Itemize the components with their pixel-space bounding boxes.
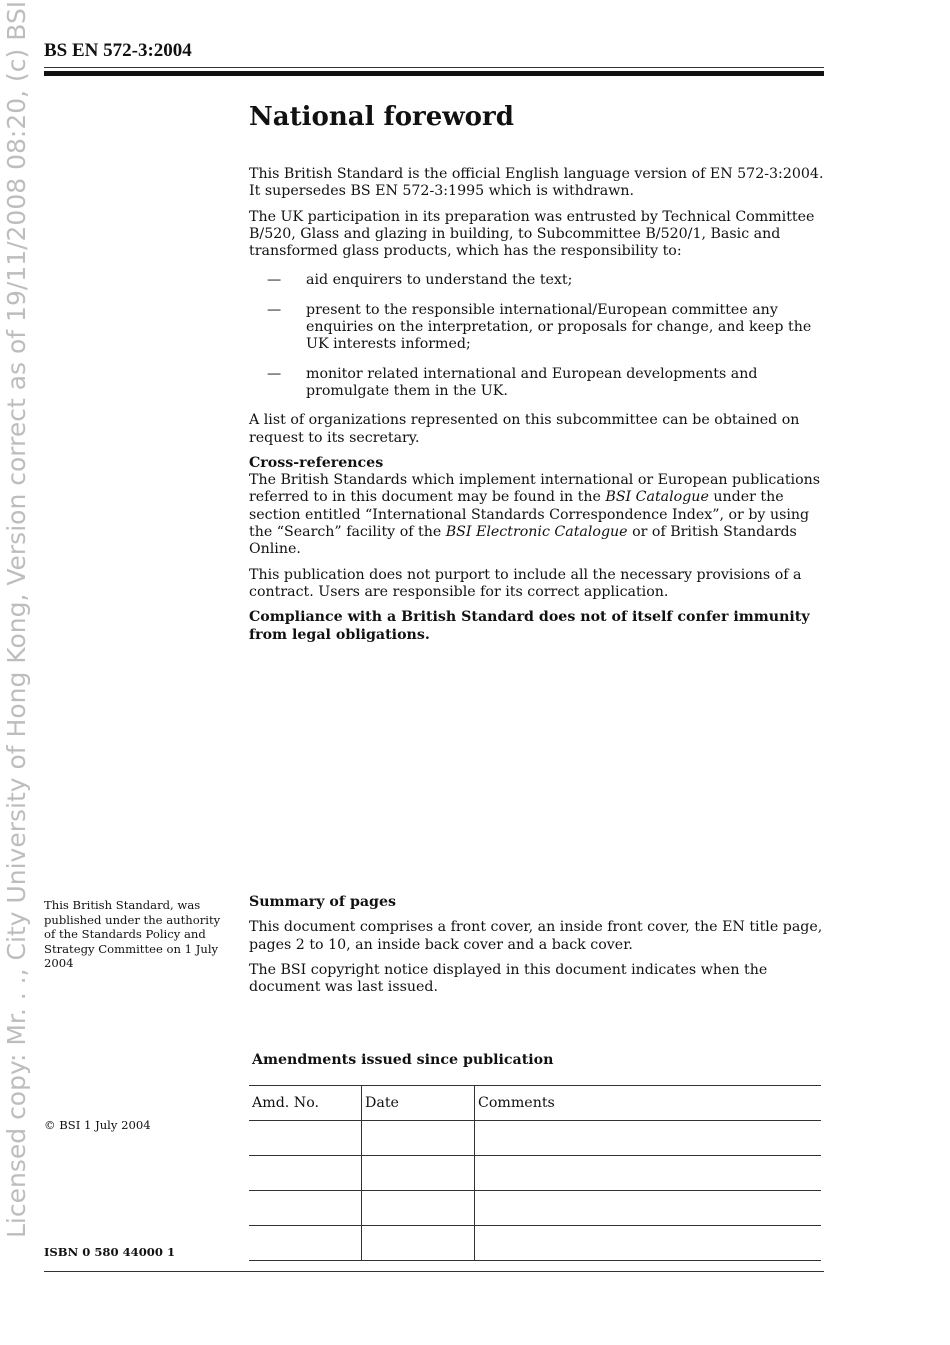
crossref-text-1: The British Standards which implement international or European publications referred to in this document may be found in the bbox=[249, 472, 821, 506]
list-item-text: aid enquirers to understand the text; bbox=[306, 272, 573, 289]
table-cell bbox=[362, 1191, 475, 1226]
cross-references-paragraph bbox=[249, 472, 824, 558]
compliance-paragraph: Compliance with a British Standard does not of itself confer immunity from legal obligations. bbox=[249, 609, 810, 643]
amendments-title: Amendments issued since publication bbox=[252, 1052, 554, 1068]
table-cell bbox=[475, 1156, 822, 1191]
table-cell bbox=[249, 1121, 362, 1156]
summary-paragraph: This document comprises a front cover, an inside front cover, the EN title page, pages 2 to 10, an inside back cover and a back cover. bbox=[249, 919, 823, 953]
document-id: BS EN 572-3:2004 bbox=[44, 40, 192, 61]
header-rule-thick bbox=[44, 71, 824, 76]
license-watermark: Licensed copy: Mr. . ., City University of Hong Kong, Version correct as of 19/11/2008 08:20, (c) BSI bbox=[2, 0, 31, 1238]
copyright-notice: © BSI 1 July 2004 bbox=[44, 1118, 151, 1132]
table-cell bbox=[362, 1156, 475, 1191]
list-item-text: present to the responsible international/European committee any enquiries on the interpretation, or proposals for change, and keep the UK interests informed; bbox=[306, 301, 812, 353]
intro-paragraph: This British Standard is the official English language version of EN 572-3:2004. It supersedes BS EN 572-3:1995 which is withdrawn. bbox=[249, 166, 824, 200]
page-title: National foreword bbox=[249, 102, 514, 132]
table-row bbox=[249, 1121, 821, 1156]
dash-marker: — bbox=[267, 365, 282, 382]
participation-paragraph: The UK participation in its preparation was entrusted by Technical Committee B/520, Glass and glazing in building, to Subcommittee B/520/1, Basic and transformed glass products, which has the responsibility to: bbox=[249, 208, 815, 260]
table-cell bbox=[362, 1121, 475, 1156]
table-cell bbox=[475, 1191, 822, 1226]
table-row bbox=[249, 1191, 821, 1226]
table-header-row bbox=[249, 1086, 821, 1121]
provisions-paragraph: This publication does not purport to include all the necessary provisions of a contract. Users are responsible for its correct application. bbox=[249, 566, 802, 600]
copyright-notice-paragraph: The BSI copyright notice displayed in this document indicates when the document was last issued. bbox=[249, 961, 768, 996]
organizations-paragraph: A list of organizations represented on this subcommittee can be obtained on request to its secretary. bbox=[249, 412, 800, 446]
summary-of-pages-section bbox=[249, 894, 824, 1004]
bsi-catalogue-title: BSI Catalogue bbox=[605, 489, 709, 506]
national-foreword-section bbox=[249, 100, 824, 652]
column-header-date: Date bbox=[362, 1086, 475, 1121]
dash-marker: — bbox=[267, 272, 282, 289]
header-rule-thin bbox=[44, 67, 824, 68]
publication-authority-note: This British Standard, was published under the authority of the Standards Policy and Strategy Committee on 1 July 2004 bbox=[44, 898, 221, 971]
table-cell bbox=[362, 1226, 475, 1261]
summary-heading: Summary of pages bbox=[249, 894, 396, 910]
list-item bbox=[249, 366, 824, 401]
isbn: ISBN 0 580 44000 1 bbox=[44, 1245, 176, 1259]
table-cell bbox=[249, 1156, 362, 1191]
column-header-comments: Comments bbox=[475, 1086, 822, 1121]
crossref-text-2: under the section entitled “International Standards Correspondence Index”, or by using the “Search” facility of the bbox=[249, 489, 810, 541]
table-cell bbox=[475, 1121, 822, 1156]
table-cell bbox=[475, 1226, 822, 1261]
table-cell bbox=[249, 1191, 362, 1226]
table-cell bbox=[249, 1226, 362, 1261]
bsi-electronic-catalogue-title: BSI Electronic Catalogue bbox=[445, 524, 628, 541]
dash-marker: — bbox=[267, 301, 282, 318]
table-row bbox=[249, 1226, 821, 1261]
list-item bbox=[249, 272, 824, 289]
table-row bbox=[249, 1156, 821, 1191]
footer-rule bbox=[44, 1271, 824, 1272]
column-header-amd-no: Amd. No. bbox=[249, 1086, 362, 1121]
cross-references-heading: Cross-references bbox=[249, 454, 384, 471]
list-item-text: monitor related international and European developments and promulgate them in the UK. bbox=[306, 365, 758, 399]
list-item bbox=[249, 302, 824, 354]
amendments-table bbox=[249, 1085, 821, 1261]
crossref-text-3: or of British Standards Online. bbox=[249, 524, 797, 558]
responsibility-list bbox=[249, 272, 824, 400]
